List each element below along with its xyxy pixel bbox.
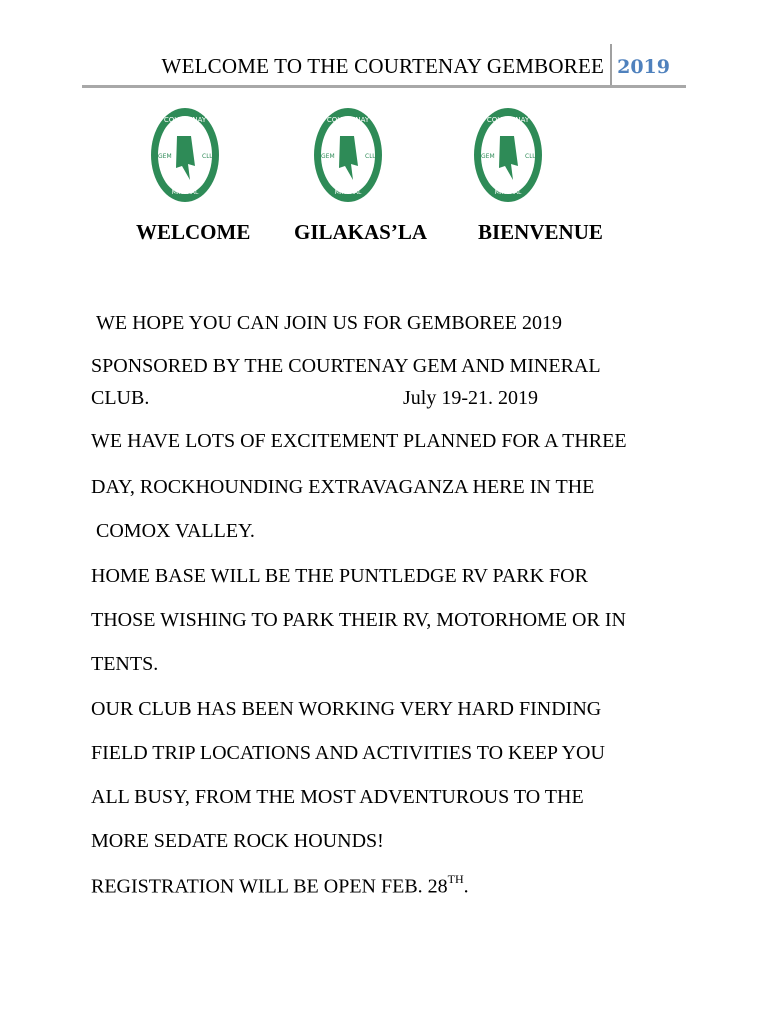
club-logo-3 <box>473 106 543 204</box>
registration-text: REGISTRATION WILL BE OPEN FEB. 28 <box>91 875 448 898</box>
logo-text-right: CLUB <box>525 153 541 160</box>
logo-text-top: COURTENAY <box>326 116 370 124</box>
body-line: DAY, ROCKHOUNDING EXTRAVAGANZA HERE IN THE <box>91 476 595 498</box>
greeting-welcome: WELCOME <box>136 220 251 244</box>
event-dates: July 19-21. 2019 <box>403 387 538 409</box>
body-line: COMOX VALLEY. <box>96 520 255 542</box>
logo-text-right: CLUB <box>365 153 381 160</box>
logo-text-bottom: MINERAL <box>494 189 522 196</box>
club-logo-2 <box>313 106 383 204</box>
greeting-gilakasla: GILAKAS’LA <box>294 220 428 244</box>
body-line: CLUB. <box>91 387 150 409</box>
logo-row <box>0 106 770 206</box>
logo-text-right: CLUB <box>202 153 218 160</box>
header-year: 2019 <box>617 56 670 78</box>
registration-period: . <box>463 875 469 898</box>
greeting-bienvenue: BIENVENUE <box>478 220 603 244</box>
header-divider <box>610 44 612 88</box>
logo-text-bottom: MINERAL <box>334 189 362 196</box>
header-rule <box>82 85 686 88</box>
body-line: WE HOPE YOU CAN JOIN US FOR GEMBOREE 2019 <box>96 312 562 334</box>
greeting-row <box>0 220 770 250</box>
body-line: ALL BUSY, FROM THE MOST ADVENTUROUS TO THE <box>91 786 584 808</box>
body-line: FIELD TRIP LOCATIONS AND ACTIVITIES TO KEEP YOU <box>91 742 605 764</box>
logo-text-bottom: MINERAL <box>171 189 199 196</box>
registration-line <box>91 874 469 899</box>
body-line: OUR CLUB HAS BEEN WORKING VERY HARD FINDING <box>91 698 602 720</box>
page-header <box>82 44 686 88</box>
ordinal-suffix: TH <box>447 872 464 886</box>
club-logo-1 <box>150 106 220 204</box>
body-line: TENTS. <box>91 653 159 675</box>
logo-text-top: COURTENAY <box>486 116 530 124</box>
body-line: THOSE WISHING TO PARK THEIR RV, MOTORHOME OR IN <box>91 609 626 631</box>
body-line: WE HAVE LOTS OF EXCITEMENT PLANNED FOR A THREE <box>91 430 627 452</box>
body-line: SPONSORED BY THE COURTENAY GEM AND MINERAL <box>91 355 601 377</box>
header-title: WELCOME TO THE COURTENAY GEMBOREE <box>161 54 604 78</box>
logo-text-left: GEM <box>321 153 335 160</box>
logo-text-top: COURTENAY <box>163 116 207 124</box>
body-line: HOME BASE WILL BE THE PUNTLEDGE RV PARK FOR <box>91 565 588 587</box>
logo-text-left: GEM <box>481 153 495 160</box>
logo-text-left: GEM <box>158 153 172 160</box>
body-line: MORE SEDATE ROCK HOUNDS! <box>91 830 384 852</box>
